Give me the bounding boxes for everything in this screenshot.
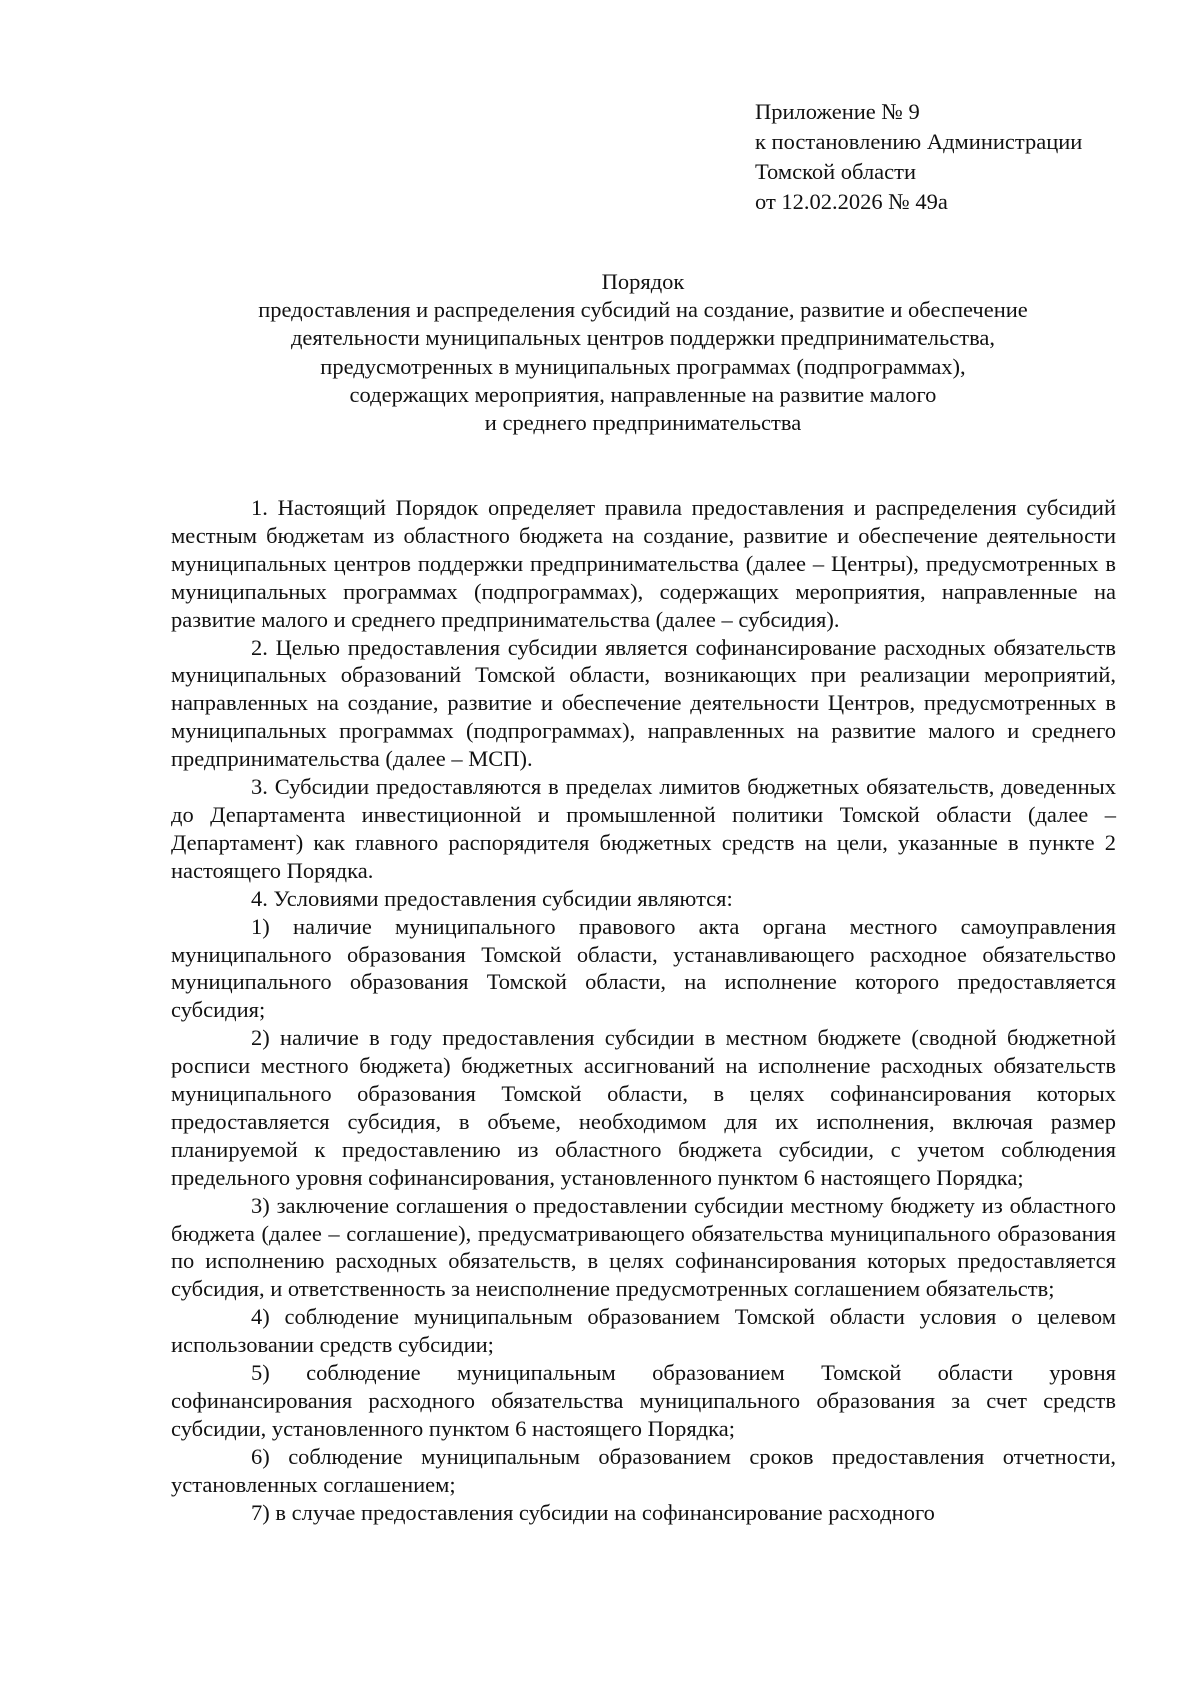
title-line: предусмотренных в муниципальных программах (подпрограммах),	[320, 353, 966, 379]
condition-6: 6) соблюдение муниципальным образованием сроков предоставления отчетности, установленных соглашением;	[171, 1443, 1116, 1497]
clause-3: 3. Субсидии предоставляются в пределах лимитов бюджетных обязательств, доведенных до Департамента инвестиционной и промышленной политики Томской области (далее – Департамент) как главного распорядителя бюджетных средств на цели, указанные в пункте 2 настоящего Порядка.	[171, 774, 1116, 883]
condition-1: 1) наличие муниципального правового акта органа местного самоуправления муниципального образования Томской области, устанавливающего расходное обязательство муниципального образования Томской области, на исполнение которого предоставляется субсидия;	[171, 913, 1116, 1023]
document-title	[170, 268, 1116, 437]
condition-5: 5) соблюдение муниципальным образованием Томской области уровня софинансирования расходного обязательства муниципального образования за счет средств субсидии, установленного пунктом 6 настоящего Порядка;	[171, 1360, 1116, 1441]
appendix-reference	[755, 97, 1155, 217]
title-line: деятельности муниципальных центров поддержки предпринимательства,	[290, 325, 996, 351]
appendix-date-number: от 12.02.2026 № 49а	[755, 189, 948, 214]
condition-7: 7) в случае предоставления субсидии на софинансирование расходного	[251, 1499, 935, 1525]
clause-2: 2. Целью предоставления субсидии является софинансирование расходных обязательств муниципальных образований Томской области, возникающих при реализации мероприятий, направленных на создание, развитие и обеспечение деятельности Центров, предусмотренных в муниципальных программах (подпрограммах), направленных на развитие малого и среднего предпринимательства (далее – МСП).	[171, 634, 1116, 772]
clause-1: 1. Настоящий Порядок определяет правила предоставления и распределения субсидий местным бюджетам из областного бюджета на создание, развитие и обеспечение деятельности муниципальных центров поддержки предпринимательства (далее – Центры), предусмотренных в муниципальных программах (подпрограммах), содержащих мероприятия, направленные на развитие малого и среднего предпринимательства (далее – субсидия).	[171, 495, 1116, 632]
appendix-number: Приложение № 9	[755, 99, 920, 124]
title-heading: Порядок	[601, 269, 685, 294]
appendix-resolution-ref: к постановлению Администрации	[755, 129, 1083, 154]
condition-4: 4) соблюдение муниципальным образованием Томской области условия о целевом использовании средств субсидии;	[171, 1304, 1116, 1358]
title-line: предоставления и распределения субсидий на создание, развитие и обеспечение	[258, 297, 1028, 323]
title-line: содержащих мероприятия, направленные на развитие малого	[349, 381, 937, 407]
clause-4: 4. Условиями предоставления субсидии являются:	[251, 885, 733, 911]
condition-2: 2) наличие в году предоставления субсидии в местном бюджете (сводной бюджетной росписи местного бюджета) бюджетных ассигнований на исполнение расходных обязательств муниципального образования Томской области, в целях софинансирования которых предоставляется субсидия, в объеме, необходимом для их исполнения, включая размер планируемой к предоставлению из областного бюджета субсидии, с учетом соблюдения предельного уровня софинансирования, установленного пунктом 6 настоящего Порядка;	[171, 1025, 1116, 1190]
condition-3: 3) заключение соглашения о предоставлении субсидии местному бюджету из областного бюджета (далее – соглашение), предусматривающего обязательства муниципального образования по исполнению расходных обязательств, в целях софинансирования которых предоставляется субсидия, и ответственность за неисполнение предусмотренных соглашением обязательств;	[171, 1192, 1116, 1302]
title-line: и среднего предпринимательства	[484, 410, 802, 436]
document-body	[171, 494, 1116, 1527]
appendix-region: Томской области	[755, 159, 917, 184]
